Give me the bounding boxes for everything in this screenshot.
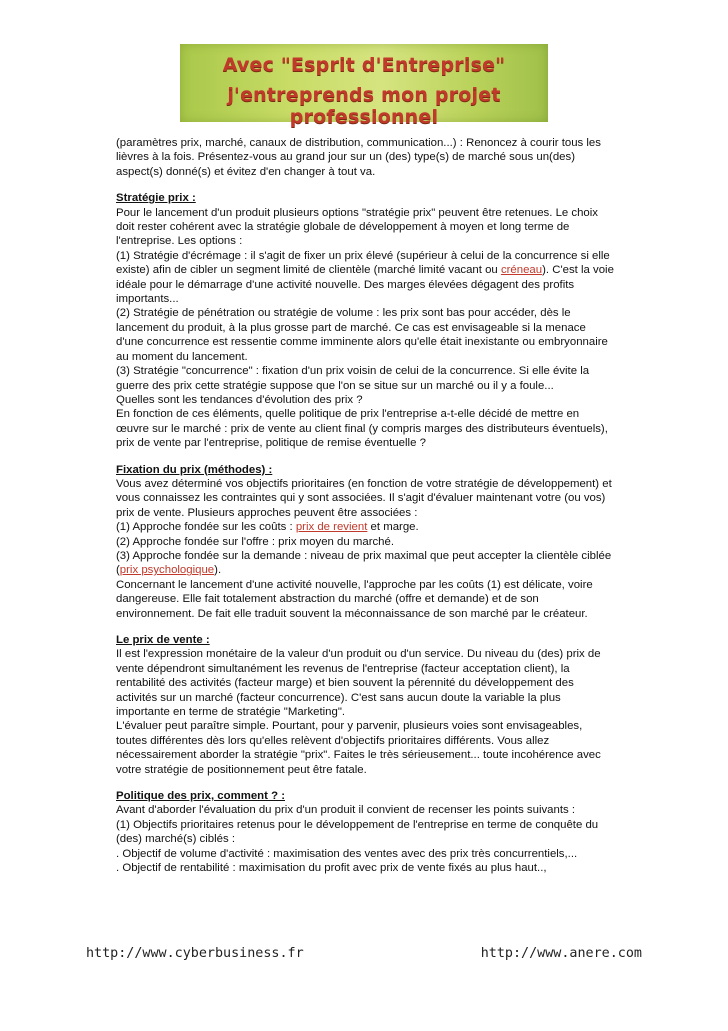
footer-link-anere[interactable]: http://www.anere.com bbox=[480, 946, 642, 961]
banner-title-line1: Avec "Esprit d'Entreprise" bbox=[222, 54, 506, 76]
strategie-p6: En fonction de ces éléments, quelle politique de prix l'entreprise a-t-elle décidé de mettre en œuvre sur le marché : prix de vente au client final (y compris marges des distributeurs éventuels), prix de vente par l'entreprise, politique de remise éventuelle ? bbox=[116, 408, 608, 450]
intro-paragraph: (paramètres prix, marché, canaux de distribution, communication...) : Renoncez à courir tous les lièvres à la fois. Présentez-vous au grand jour sur un (des) type(s) de marché sous un(des) aspect(s) donné(s) et évitez d'en changer à tout va. bbox=[116, 137, 601, 178]
banner-title-line2: j'entreprends mon projet professionnel bbox=[227, 84, 501, 128]
politique-p4: . Objectif de rentabilité : maximisation du profit avec prix de vente fixés au plus haut.., bbox=[116, 862, 547, 875]
strategie-p2b: ). C'est la voie idéale pour le démarrage d'une activité nouvelle. Des marges élevées dégagent des profits importants... bbox=[116, 264, 614, 306]
section-heading-prix-de-vente: Le prix de vente : bbox=[116, 634, 210, 646]
section-politique bbox=[116, 789, 614, 875]
fixation-p2b: et marge. bbox=[367, 521, 419, 534]
strategie-p1: Pour le lancement d'un produit plusieurs options "stratégie prix" peuvent être retenues. Le choix doit rester cohérent avec la stratégie globale de développement à moyen et long terme de l'entreprise. Les options : bbox=[116, 206, 598, 248]
politique-p2: (1) Objectifs prioritaires retenus pour le développement de l'entreprise en terme de conquête du (des) marché(s) ciblés : bbox=[116, 818, 599, 846]
fixation-p4b: ). bbox=[214, 564, 222, 577]
prixvente-p1: Il est l'expression monétaire de la valeur d'un produit ou d'un service. Du niveau du (des) prix de vente dépendront simultanément les revenus de l'entreprise (facteur acceptation client), la rentabilité des activités (facteur marge) et bien souvent la pérennité du développement des activités sur un marché (facteur concurrence). C'est sans aucun doute la variable la plus importante en terme de stratégie "Marketing". bbox=[116, 648, 601, 719]
strategie-p5: Quelles sont les tendances d'évolution des prix ? bbox=[116, 393, 363, 406]
politique-p1: Avant d'aborder l'évaluation du prix d'un produit il convient de recenser les points suivants : bbox=[116, 804, 576, 817]
link-prix-psychologique[interactable]: prix psychologique bbox=[119, 564, 215, 577]
footer-link-cyberbusiness[interactable]: http://www.cyberbusiness.fr bbox=[86, 946, 304, 961]
section-heading-strategie: Stratégie prix : bbox=[116, 192, 196, 205]
document-body bbox=[116, 136, 614, 888]
fixation-p5: Concernant le lancement d'une activité nouvelle, l'approche par les coûts (1) est délicate, voire dangereuse. Elle fait totalement abstraction du marché (offre et demande) et de son environnement. De fait elle traduit souvent la méconnaissance de son marché par le créateur. bbox=[116, 578, 593, 620]
strategie-p4: (3) Stratégie "concurrence" : fixation d'un prix voisin de celui de la concurrence. Si elle évite la guerre des prix cette stratégie suppose que l'on se situe sur un marché ou il y a foule... bbox=[116, 365, 590, 392]
fixation-p3: (2) Approche fondée sur l'offre : prix moyen du marché. bbox=[116, 535, 395, 548]
fixation-p2a: (1) Approche fondée sur les coûts : bbox=[116, 521, 296, 534]
section-fixation bbox=[116, 463, 614, 621]
section-heading-fixation: Fixation du prix (méthodes) : bbox=[116, 463, 273, 476]
section-strategie bbox=[116, 191, 614, 450]
politique-p3: . Objectif de volume d'activité : maximisation des ventes avec des prix très concurrentiels,... bbox=[116, 847, 578, 860]
header-banner bbox=[180, 44, 548, 128]
prixvente-p2: L'évaluer peut paraître simple. Pourtant, pour y parvenir, plusieurs voies sont envisageables, toutes différentes dès lors qu'elles relèvent d'objectifs prioritaires différents. Vous allez nécessairement aborder la stratégie "prix". Faites le très sérieusement... toute incohérence avec votre stratégie de positionnement peut être fatale. bbox=[116, 720, 601, 776]
fixation-p1: Vous avez déterminé vos objectifs prioritaires (en fonction de votre stratégie de développement) et vous connaissez les contraintes qui y sont associées. Il s'agit d'évaluer maintenant votre (ou vos) prix de vente. Plusieurs approches peuvent être associées : bbox=[116, 477, 612, 519]
section-heading-politique: Politique des prix, comment ? : bbox=[116, 790, 285, 803]
strategie-p2a: (1) Stratégie d'écrémage : il s'agit de fixer un prix élevé (supérieur à celui de la concurrence si elle existe) afin de cibler un segment limité de clientèle (marché limité vacant ou bbox=[116, 249, 610, 277]
strategie-p3: (2) Stratégie de pénétration ou stratégie de volume : les prix sont bas pour accéder, dès le lancement du produit, à la plus grosse part de marché. Ce cas est envisageable si la menace d'une concurrence est ressentie comme imminente alors qu'elle était inexistante ou embryonnaire au moment du lancement. bbox=[116, 307, 608, 363]
link-creneau[interactable]: créneau bbox=[500, 264, 543, 277]
link-prix-de-revient[interactable]: prix de revient bbox=[295, 521, 368, 534]
fixation-p4a: (3) Approche fondée sur la demande : niveau de prix maximal que peut accepter la clientèle ciblée ( bbox=[116, 549, 612, 577]
section-prix-de-vente bbox=[116, 633, 614, 777]
